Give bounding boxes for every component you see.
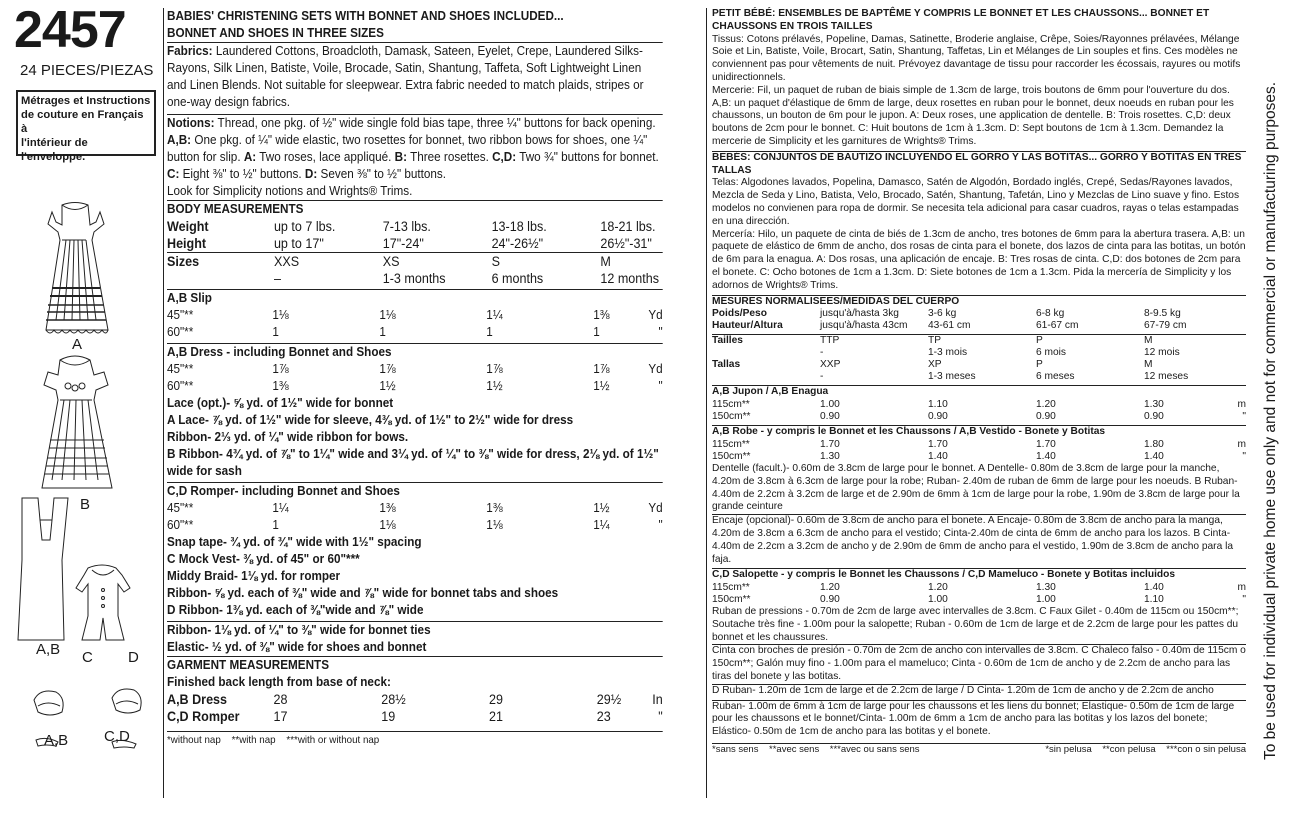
cell: 61-67 cm	[1036, 320, 1079, 332]
cell: 28½	[381, 692, 406, 707]
dress-title: A,B Dress - including Bonnet and Shoes	[167, 345, 392, 359]
notions-text: Thread, one pkg. of ½" wide single fold bias tape, three ¼" buttons for back opening.	[214, 116, 656, 130]
cell: "	[1242, 594, 1246, 606]
cell: 1.00	[820, 399, 840, 411]
sizes-table	[167, 253, 663, 287]
cell: 60"**	[167, 518, 194, 532]
notions-d-text: Seven ⅜" to ½" buttons.	[317, 167, 447, 181]
cell: 1⅜	[272, 379, 289, 393]
cell: 1.20	[928, 582, 948, 594]
table-row	[712, 399, 1246, 411]
robe-table	[712, 439, 1246, 463]
cinta-broches-text: Cinta con broches de presión - 0.70m de 2cm de ancho con intervalles de 3.8cm. C Chaleco falso - 0.40m de 115cm o 150cm**; Galón muy fino - 1.00m para el mameluco; Cinta - 0.60m de 1cm de ancho y de 2.2cm de ancho para las tiras del bonete y las botitas.	[712, 645, 1246, 683]
cell: 1-3 meses	[928, 371, 976, 383]
romper-title: C,D Romper- including Bonnet and Shoes	[167, 484, 400, 498]
table-row	[712, 439, 1246, 451]
height-row	[167, 235, 663, 252]
cell: 1.10	[928, 399, 948, 411]
b-ribbon: B Ribbon- 4¾ yd. of ⅞" to 1¼" wide and 3¼ yd. of ¼" to ⅜" wide for dress, 2⅛ yd. of 1½" wide for sash	[167, 447, 659, 478]
cell: Hauteur/Altura	[712, 320, 783, 332]
cell: 1⅛	[272, 308, 289, 322]
cell: 12 months	[600, 271, 660, 286]
cell: up to 7 lbs.	[273, 219, 336, 234]
cell: 1-3 mois	[928, 347, 968, 359]
cell: Yd	[648, 308, 663, 322]
notions-label: Notions:	[167, 116, 215, 130]
cell: 1	[486, 325, 493, 339]
cell: 12 meses	[1144, 371, 1189, 383]
footnote-fr: *sans sens **avec sens ***avec ou sans sens	[712, 744, 920, 756]
french-fabrics: Tissus: Cotons prélavés, Popeline, Damas, Satinette, Broderie anglaise, Crêpe, Soies/Rayonnes prélavées, Mélange Soie et Lin, Batiste, Voile, Brocart, Satin, Shantung, Taffetas, Lin et Mélanges de Lin souples et fins. Ces modèles ne conviennent pas pour vêtements de nuit. Prévoyez davantage de tissu pour raccorder les écossais, rayures ou motifs unidirectionnels.	[712, 33, 1241, 83]
cell: 43-61 cm	[928, 320, 971, 332]
figure-label-b: B	[80, 496, 91, 513]
cell: "	[1242, 450, 1246, 462]
fabrics-label: Fabrics:	[167, 44, 213, 58]
cell	[712, 371, 820, 383]
cell: 115cm**	[712, 399, 750, 411]
body-measurements-table	[167, 218, 663, 252]
notions-a-label: A:	[243, 150, 257, 164]
a-lace: A Lace- ⅞ yd. of 1½" wide for sleeve, 4⅜ yd. of 1½" to 2½" wide for dress	[167, 413, 574, 427]
cell: Height	[167, 236, 207, 251]
cell: P	[1036, 359, 1043, 371]
french-note-line: Métrages et Instructions	[21, 95, 151, 107]
cell: 1.80	[1144, 438, 1164, 450]
cell: 1.70	[928, 438, 948, 450]
table-row	[712, 320, 1246, 332]
cell: 1.30	[1144, 399, 1164, 411]
table-row	[712, 347, 1246, 359]
cell: 1	[593, 325, 600, 339]
cell: 1.40	[928, 450, 948, 462]
notions-cd-label: C,D:	[492, 150, 517, 164]
cell: 150cm**	[712, 411, 751, 423]
cell: 1⅛	[379, 518, 396, 532]
cell: 150cm**	[712, 594, 751, 606]
cell: 45"**	[167, 308, 194, 322]
cell: 1	[272, 518, 279, 532]
elastic: Elastic- ½ yd. of ⅜" wide for shoes and bonnet	[167, 640, 427, 654]
mock-vest: C Mock Vest- ⅜ yd. of 45" or 60"***	[167, 552, 360, 566]
dentelle-text: Dentelle (facult.)- 0.60m de 3.8cm de large pour le bonnet. A Dentelle- 0.80m de 3.8cm de large pour la manche, 4.20m de 3.8cm à 6.3cm de large pour la robe; Ruban- 2.40m de ruban de 6mm de large pour les noeuds. B Ruban- 4.40m de 2.2cm à 3.2cm de large et de 2.90m de 6mm à 1cm de large pour la robe, 1.90m de 3.8cm de large pour la grande ceinture	[712, 462, 1240, 513]
figure-label-ab-bonnet: A,B	[44, 732, 69, 749]
cell: Tallas	[712, 359, 741, 371]
table-row	[712, 359, 1246, 371]
cell: Tailles	[712, 335, 743, 347]
cell: XXP	[820, 359, 841, 371]
cell: "	[658, 518, 663, 532]
spanish-notions: Mercería: Hilo, un paquete de cinta de biés de 1.3cm de ancho, tres botones de 6mm para la abertura trasera. A,B: un paquete de elástico de 6mm de ancho, dos rosas de cinta para el bonete, dos lazos de cinta para las botitas, un botón de 6m para la enagua. A: Dos rosas, una aplicación de encaje. B: Tres rosas de cinta. C,D: dos botones de 2cm para el bonete. C: Ocho botones de 1cm a 1.3cm. D: Siete botones de 1cm a 1.3cm. Pida la mercería de Simplicity y los adornos de Wrights® Trims.	[712, 228, 1246, 291]
figure-label-d: D	[128, 649, 139, 666]
cell: 3-6 kg	[928, 308, 957, 320]
cell: 8-9.5 kg	[1144, 308, 1181, 320]
cell: 23	[596, 709, 611, 724]
cell: 21	[489, 709, 504, 724]
cell: 24"-26½"	[491, 236, 544, 251]
garment-table	[167, 691, 663, 725]
cell: m	[1237, 399, 1246, 411]
cell: XP	[928, 359, 942, 371]
d-ribbon: D Ribbon- 1⅜ yd. each of ⅜"wide and ⅞" wide	[167, 603, 424, 617]
dress-table	[167, 361, 663, 395]
cell: 1.40	[1036, 450, 1056, 462]
cell: 13-18 lbs.	[491, 219, 547, 234]
cell: "	[658, 379, 663, 393]
pieces-count: 24 PIECES/PIEZAS	[20, 62, 154, 79]
cell: 29	[489, 692, 504, 707]
notions-d-label: D:	[304, 167, 318, 181]
figure-label-c: C	[82, 649, 93, 666]
cell: Weight	[167, 219, 209, 234]
romper-table	[167, 500, 663, 534]
cell: 1	[379, 325, 386, 339]
cell: 150cm**	[712, 450, 751, 462]
table-row	[167, 708, 663, 725]
table-row	[167, 324, 663, 341]
table-row	[712, 451, 1246, 463]
cell	[712, 347, 820, 359]
cell: 6 months	[491, 271, 544, 286]
cell: 1.20	[820, 582, 840, 594]
snap-tape: Snap tape- ¾ yd. of ¾" wide with 1½" spacing	[167, 535, 422, 549]
cell: 1⅛	[486, 518, 503, 532]
ribbon-ties: Ribbon- 1⅛ yd. of ¼" to ⅜" wide for bonnet ties	[167, 623, 431, 637]
fabrics-text: Laundered Cottons, Broadcloth, Damask, Sateen, Eyelet, Crepe, Laundered Silks-Rayons, Silk Linen, Batiste, Voile, Brocade, Satin, Shantung, Taffeta, Soft Lightweight Linen and Linen Blends. Not suitable for sleepwear. Extra fabric needed to match plaids, stripes or one-way design fabrics.	[167, 44, 644, 109]
cell: 1¼	[486, 308, 503, 322]
notions-b-text: Three rosettes.	[407, 150, 489, 164]
cell: –	[273, 271, 281, 286]
jupon-title: A,B Jupon / A,B Enagua	[712, 386, 829, 398]
ruban-pressions-text: Ruban de pressions - 0.70m de 2cm de large avec intervalles de 3.8cm. C Faux Gilet - 0.40m de 115cm ou 150cm**; Soutache très fine - 1.00m pour la salopette; Ruban - 0.60m de 1cm de large et de 2.2cm de large pour les pattes du bonnet et les chaussures.	[712, 606, 1239, 643]
title-line-1: BABIES' CHRISTENING SETS WITH BONNET AND SHOES INCLUDED...	[167, 9, 564, 23]
cell: M	[1144, 335, 1153, 347]
body-measurements-fr-es-table	[712, 308, 1246, 332]
sizes-row	[167, 253, 663, 270]
cell: 1⅜	[379, 501, 396, 515]
cell: up to 17"	[273, 236, 324, 251]
salopette-title: C,D Salopette - y compris le Bonnet les Chaussons / C,D Mameluco - Bonete y Botitas incluidos	[712, 569, 1176, 581]
dress-a-illustration	[46, 203, 108, 334]
cell: 1½	[593, 501, 610, 515]
table-row	[167, 307, 663, 324]
cell: 1½	[593, 379, 610, 393]
column-divider	[706, 8, 707, 798]
cell: -	[820, 371, 824, 383]
french-note-line: l'enveloppe.	[21, 151, 86, 163]
french-note-line: de couture en Français à	[21, 109, 144, 135]
table-row	[167, 361, 663, 378]
notions-ab-text: One pkg. of ¼" wide elastic, two rosettes for bonnet, two ribbon bows for shoes, one ¼" button for slip.	[167, 133, 648, 164]
cell: 1.10	[1144, 594, 1164, 606]
cell: 0.90	[1144, 411, 1164, 423]
cell: 45"**	[167, 362, 194, 376]
cell: 1⅞	[486, 362, 503, 376]
footnotes	[712, 744, 1246, 757]
table-row	[712, 582, 1246, 594]
table-row	[167, 378, 663, 395]
notions-paragraph	[167, 115, 663, 200]
body-measurements-title: BODY MEASUREMENTS	[167, 202, 304, 216]
notions-ab-label: A,B:	[167, 133, 192, 147]
cell: In	[652, 692, 663, 707]
cell: 67-79 cm	[1144, 320, 1187, 332]
table-row	[167, 691, 663, 708]
notions-c-text: Eight ⅜" to ½" buttons.	[179, 167, 302, 181]
garment-illustrations	[0, 0, 160, 830]
lace-optional: Lace (opt.)- ⅝ yd. of 1½" wide for bonnet	[167, 396, 394, 410]
cell: 1¼	[593, 518, 610, 532]
slip-illustration	[18, 498, 68, 640]
cell: A,B Dress	[167, 692, 228, 707]
cell: 0.90	[928, 411, 948, 423]
table-row	[712, 371, 1246, 383]
title-line-2: BONNET AND SHOES IN THREE SIZES	[167, 26, 384, 40]
spanish-fabrics: Telas: Algodones lavados, Popelina, Damasco, Satén de Algodón, Bordado inglés, Crepé, Sedas/Rayones lavados, Mezcla de Seda y Lino, Batista, Velo, Brocado, Satén, Shantung, Tafetán, Lino y Mezclas de Lino suave y fino. Estos modelos no convienen para ropa de dormir. Se necesita tela adicional para casar cuadros, rayas o telas estampadas en una dirección.	[712, 177, 1240, 227]
ribbon-bows: Ribbon- 2⅓ yd. of ¼" wide ribbon for bows.	[167, 430, 409, 444]
table-row	[167, 517, 663, 534]
cell: 1	[272, 325, 279, 339]
sizes-fr-es-table	[712, 335, 1246, 383]
romper-illustration	[76, 565, 130, 640]
cell: M	[1144, 359, 1153, 371]
d-ruban-text: D Ruban- 1.20m de 1cm de large et de 2.2cm de large / D Cinta- 1.20m de 1cm de ancho y de 2.2cm de ancho	[712, 684, 1214, 696]
english-instructions	[167, 8, 663, 798]
cell: 28	[273, 692, 288, 707]
cell: 115cm**	[712, 438, 750, 450]
fabrics-paragraph	[167, 43, 663, 111]
left-panel	[0, 0, 160, 830]
ribbon-tabs: Ribbon- ⅝ yd. each of ⅜" wide and ⅞" wide for bonnet tabs and shoes	[167, 586, 559, 600]
cell: M	[600, 254, 611, 269]
cell: 60"**	[167, 379, 194, 393]
cell: TP	[928, 335, 942, 347]
encaje-text: Encaje (opcional)- 0.60m de 3.8cm de ancho para el bonete. A Encaje- 0.80m de 3.8cm de ancho para la manga, 4.20m de 3.8cm a 6.3cm de ancho para el vestido; Cinta-2.40m de cinta de 6mm de ancho para los lazos. B Cinta-4.40m de 2.2cm a 3.2cm de ancho y de 2.90m de 6mm de ancho para el vestido, 1.90m de 3.8cm de ancho para la faja.	[712, 515, 1234, 565]
finished-length: Finished back length from base of neck:	[167, 675, 391, 689]
notions-cd-text: Two ¾" buttons for bonnet.	[516, 150, 659, 164]
cell: 1½	[379, 379, 396, 393]
table-row	[712, 594, 1246, 606]
footnote: *without nap **with nap ***with or without nap	[167, 734, 380, 746]
cell: -	[820, 347, 824, 359]
french-notions: Mercerie: Fil, un paquet de ruban de biais simple de 1.3cm de large, trois boutons de 6mm pour l'ouverture du dos. A,B: un paquet d'élastique de 6mm de large, deux rosettes en ruban pour le bonnet, deux noeuds en ruban pour les chaussons, un bouton de 6m pour le jupon. A: Deux roses, une application de dentelle. B: Trois rosettes. C,D: deux boutons de 2cm pour le bonnet. C: Huit boutons de 1cm à 1.3cm. D: Sept boutons de 1cm à 1.3cm. Demandez la mercerie de Simplicity et les garnitures de Wrights® Trims.	[712, 84, 1234, 147]
cell: 17	[273, 709, 288, 724]
middy-braid: Middy Braid- 1⅛ yd. for romper	[167, 569, 341, 583]
cell: 1.00	[1036, 594, 1056, 606]
table-row	[712, 411, 1246, 423]
cell: 1.00	[928, 594, 948, 606]
cell: Sizes	[167, 254, 200, 269]
table-row	[712, 308, 1246, 320]
sizes-row	[167, 270, 663, 287]
cell: "	[1242, 411, 1246, 423]
cell: 1.30	[820, 450, 840, 462]
usage-side-note: To be used for individual private home use only and not for commercial or manufacturing purposes.	[1262, 81, 1279, 760]
cell: 26½"-31"	[600, 236, 652, 251]
cell: 60"**	[167, 325, 194, 339]
cell: 1⅜	[486, 501, 503, 515]
cell: 6 meses	[1036, 371, 1075, 383]
notions-b-label: B:	[394, 150, 408, 164]
cell: P	[1036, 335, 1043, 347]
cell: 1.70	[1036, 438, 1056, 450]
cell: 1⅞	[593, 362, 610, 376]
cell: Yd	[648, 362, 663, 376]
cell: m	[1237, 582, 1246, 594]
slip-title: A,B Slip	[167, 291, 212, 305]
french-note-line: l'intérieur de	[21, 137, 88, 149]
robe-title: A,B Robe - y compris le Bonnet et les Chaussons / A,B Vestido - Bonete y Botitas	[712, 426, 1106, 438]
ruban-last-text: Ruban- 1.00m de 6mm à 1cm de large pour les chaussons et les liens du bonnet; Elastique- 0.50m de 1cm de large pour les chaussons et le bonnet/Cinta- 1.00m de 6mm a 1cm de ancho para las botitas y los lazos del bonete; Elástico- 0.50m de 1cm de ancho para las botitas y el bonete.	[712, 700, 1235, 738]
cell: Yd	[648, 501, 663, 515]
column-divider	[163, 8, 164, 798]
cell: 45"**	[167, 501, 194, 515]
figure-label-cd-bonnet: C,D	[104, 728, 130, 745]
notions-c-label: C:	[167, 167, 180, 181]
cell: 12 mois	[1144, 347, 1180, 359]
cell: 0.90	[1036, 411, 1056, 423]
cell: 1.40	[1144, 582, 1164, 594]
dress-b-illustration	[42, 356, 112, 488]
body-measurements-fr-es-title: MESURES NORMALISEES/MEDIDAS DEL CUERPO	[712, 295, 960, 307]
cell: jusqu'à/hasta 43cm	[820, 320, 908, 332]
slip-table	[167, 307, 663, 341]
weight-row	[167, 218, 663, 235]
cell: 115cm**	[712, 582, 750, 594]
garment-measurements-title: GARMENT MEASUREMENTS	[167, 658, 330, 672]
cell: Poids/Peso	[712, 308, 767, 320]
cell: 6 mois	[1036, 347, 1067, 359]
cell: 18-21 lbs.	[600, 219, 656, 234]
cell: "	[658, 709, 663, 724]
cell: 1⅜	[593, 308, 610, 322]
cell: XXS	[273, 254, 300, 269]
cell: 1½	[486, 379, 503, 393]
cell: 1.40	[1144, 450, 1164, 462]
cell: 0.90	[820, 594, 840, 606]
salopette-table	[712, 582, 1246, 606]
figure-label-a: A	[72, 336, 83, 353]
pattern-number: 2457	[14, 1, 126, 59]
spanish-title: BEBÉS: CONJUNTOS DE BAUTIZO INCLUYENDO EL GORRO Y LAS BOTITAS... GORRO Y BOTITAS EN TRES TALLAS	[712, 151, 1242, 176]
cell: 1-3 months	[382, 271, 446, 286]
table-row	[167, 500, 663, 517]
cell: 1.20	[1036, 399, 1056, 411]
cell: m	[1237, 438, 1246, 450]
cell: jusqu'à/hasta 3kg	[820, 308, 899, 320]
french-title: PETIT BÉBÉ: ENSEMBLES DE BAPTÊME Y COMPRIS LE BONNET ET LES CHAUSSONS... BONNET ET CHAUSSONS EN TROIS TAILLES	[712, 8, 1210, 32]
cell: 0.90	[820, 411, 840, 423]
cell: 1⅛	[379, 308, 396, 322]
figure-label-ab: A,B	[36, 641, 61, 658]
cell: 1⅞	[272, 362, 289, 376]
cell: "	[658, 325, 663, 339]
notions-a-text: Two roses, lace appliqué.	[256, 150, 392, 164]
cell: 1¼	[272, 501, 289, 515]
cell: 1.30	[1036, 582, 1056, 594]
cell: 1.70	[820, 438, 840, 450]
footnote-es: *sin pelusa **con pelusa ***con o sin pelusa	[1045, 744, 1246, 756]
table-row	[712, 335, 1246, 347]
cell	[167, 270, 274, 287]
cell: 29½	[596, 692, 622, 707]
cell: TTP	[820, 335, 840, 347]
french-spanish-instructions	[712, 8, 1246, 798]
cell: 1⅞	[379, 362, 396, 376]
cell: 19	[381, 709, 396, 724]
cell: 6-8 kg	[1036, 308, 1065, 320]
notions-look: Look for Simplicity notions and Wrights® Trims.	[167, 184, 413, 198]
cell: 7-13 lbs.	[382, 219, 431, 234]
cell: S	[491, 254, 500, 269]
cell: 17"-24"	[382, 236, 424, 251]
cell: C,D Romper	[167, 709, 240, 724]
cell: XS	[382, 254, 400, 269]
jupon-table	[712, 399, 1246, 423]
